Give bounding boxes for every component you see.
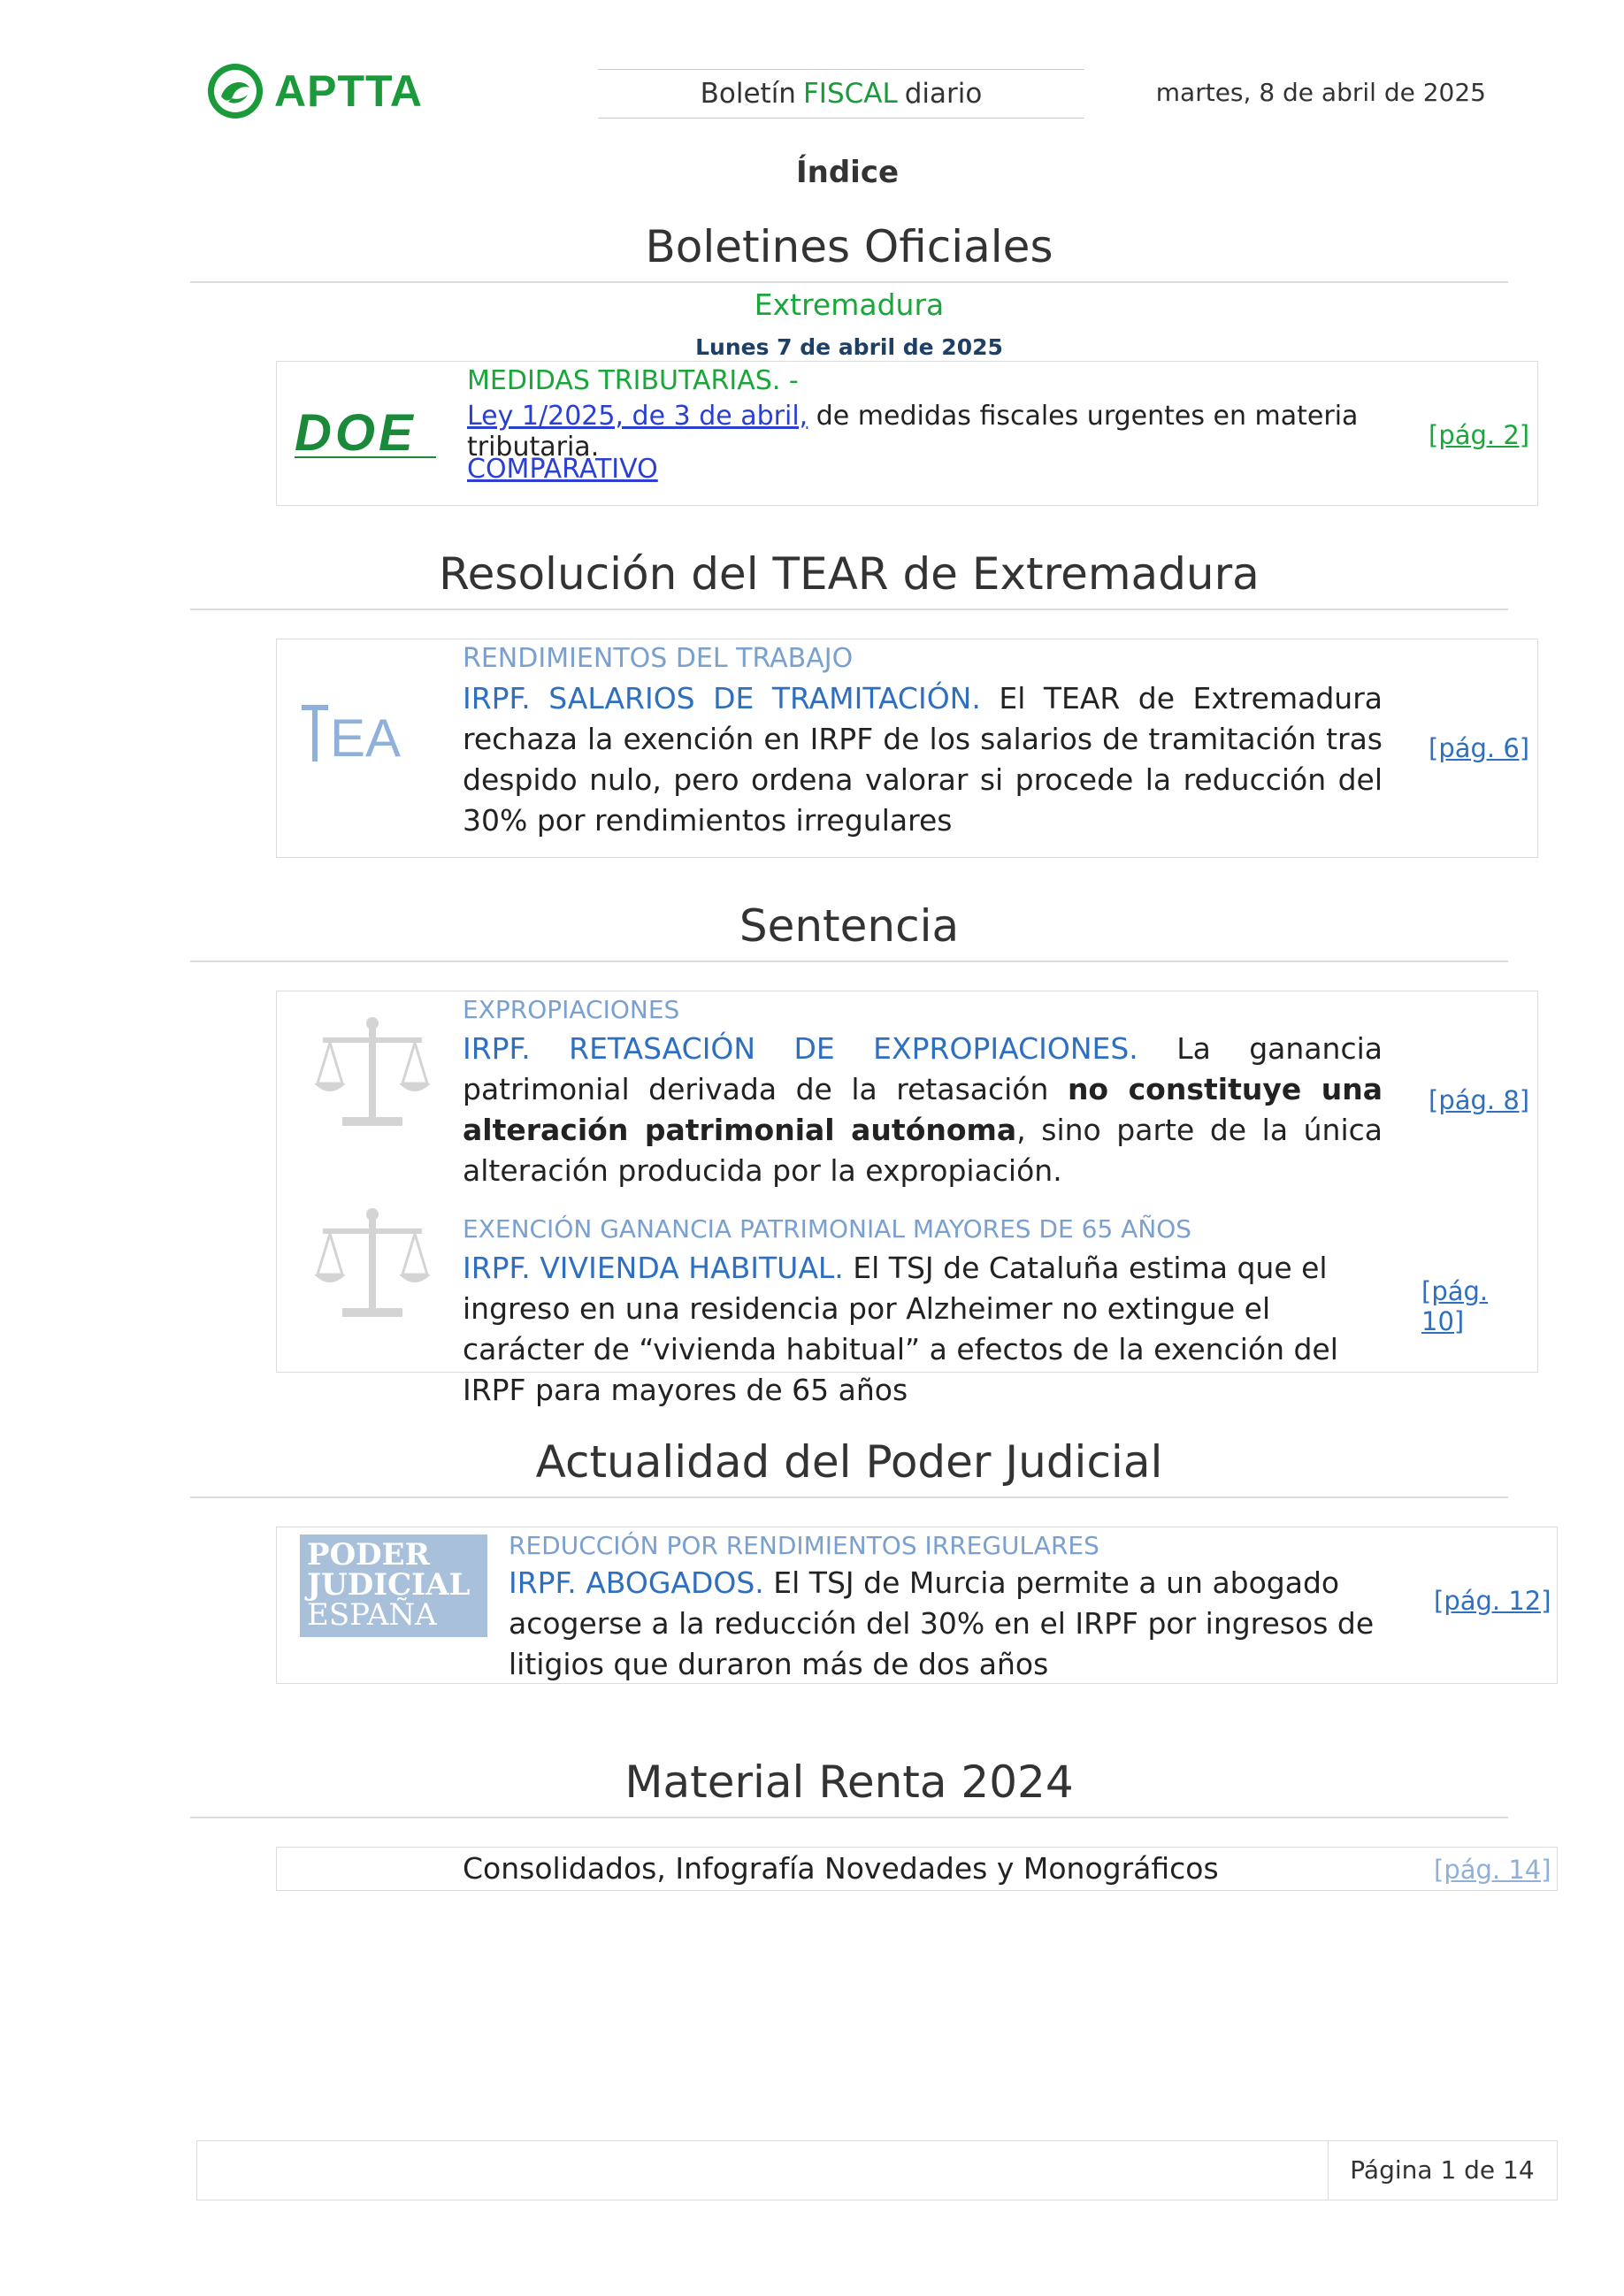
page-link-12[interactable]: [pág. 12] [1434,1586,1551,1616]
page-number: Página 1 de 14 [1350,2155,1535,2185]
sentencia-1-heading: IRPF. RETASACIÓN DE EXPROPIACIONES. [463,1031,1138,1066]
poder-judicial-logo [300,1534,487,1637]
tear-description: El TEAR de Extremadura rechaza la exención en IRPF de los salarios de tramitación tras despido nulo, pero ordena valorar si procede la reducción del 30% por rendimientos irregulares [463,681,1383,838]
page-link-10[interactable]: [pág. 10] [1421,1276,1489,1336]
logo-wordmark: APTTA [274,66,423,116]
tea-logo-icon [302,694,417,774]
sentencia-2-heading: IRPF. VIVIENDA HABITUAL. [463,1251,844,1285]
bulletin-highlight: FISCAL [802,78,898,110]
doe-card [276,361,1538,506]
tear-category: RENDIMIENTOS DEL TRABAJO [463,643,854,674]
section-title-boletines: Boletines Oficiales [645,221,1053,272]
section-divider [190,1817,1508,1818]
svg-text:EA: EA [330,708,402,768]
page-link-6[interactable]: [pág. 6] [1429,733,1530,763]
tear-text [463,678,1383,841]
section-title-tear: Resolución del TEAR de Extremadura [439,548,1260,600]
aptta-logo [205,60,453,122]
sentencia-1-bold: no constituye una alteración patrimonial autónoma [463,1072,1383,1147]
section-title-sentencia: Sentencia [739,900,960,952]
aptta-emblem-icon [205,61,265,121]
sentencia-1-text [463,1029,1383,1191]
bulletin-title [598,69,1084,119]
scales-of-justice-icon [310,1011,434,1135]
section-divider [190,960,1508,962]
section-title-poder: Actualidad del Poder Judicial [535,1436,1163,1488]
doe-logo [293,406,439,464]
bulletin-prefix: Boletín [700,78,796,110]
renta-text: Consolidados, Infografía Novedades y Monográficos [463,1851,1219,1886]
doe-logo-icon [293,406,439,464]
law-link[interactable]: Ley 1/2025, de 3 de abril, [467,401,808,432]
page-link-8[interactable]: [pág. 8] [1429,1085,1530,1115]
poder-category: REDUCCIÓN POR RENDIMIENTOS IRREGULARES [509,1531,1099,1560]
day-label: Lunes 7 de abril de 2025 [695,334,1003,360]
page-link-2[interactable]: [pág. 2] [1429,420,1530,450]
sentencia-1-text-b: , sino parte de la única alteración producida por la expropiación. [463,1113,1383,1188]
footer-box [196,2140,1558,2200]
index-title: Índice [795,155,900,190]
renta-card [276,1847,1558,1891]
header-date: martes, 8 de abril de 2025 [1155,78,1486,107]
sentencia-2-description: El TSJ de Cataluña estima que el ingreso en una residencia por Alzheimer no extingue el carácter de “vivienda habitual” a efectos de la exención del IRPF para mayores de 65 años [463,1251,1338,1407]
tear-heading: IRPF. SALARIOS DE TRAMITACIÓN. [463,681,981,716]
doe-heading: MEDIDAS TRIBUTARIAS. - [467,365,799,396]
comparativo-link[interactable]: COMPARATIVO [467,454,658,485]
sentencia-1-category: EXPROPIACIONES [463,995,680,1024]
section-divider [190,608,1508,610]
poder-logo-line-3: ESPAÑA [307,1597,437,1633]
region-label: Extremadura [754,287,945,322]
sentencia-card [276,991,1538,1407]
page-link-14[interactable]: [pág. 14] [1434,1855,1551,1885]
sentencia-2-text [463,1248,1387,1411]
poder-heading: IRPF. ABOGADOS. [509,1565,764,1600]
doe-description: de medidas fiscales urgentes en materia tributaria. [467,401,1359,463]
bulletin-suffix: diario [904,78,983,110]
section-title-renta: Material Renta 2024 [624,1756,1074,1808]
tear-card [276,639,1538,858]
poder-logo-line-1: PODER [307,1537,430,1573]
poder-card [276,1527,1558,1684]
scales-of-justice-icon [310,1202,434,1326]
poder-description: El TSJ de Murcia permite a un abogado acogerse a la reducción del 30% en el IRPF por ingresos de litigios que duraron más de dos años [509,1565,1375,1681]
section-divider [190,281,1508,283]
svg-text:DOE: DOE [295,406,417,462]
section-divider [190,1496,1508,1498]
sentencia-2-category: EXENCIÓN GANANCIA PATRIMONIAL MAYORES DE 65 AÑOS [463,1214,1192,1244]
sentencia-1-text-a: La ganancia patrimonial derivada de la retasación [463,1031,1383,1106]
poder-text [509,1563,1393,1685]
tea-logo [302,694,417,774]
poder-logo-line-2: JUDICIAL [307,1567,471,1603]
